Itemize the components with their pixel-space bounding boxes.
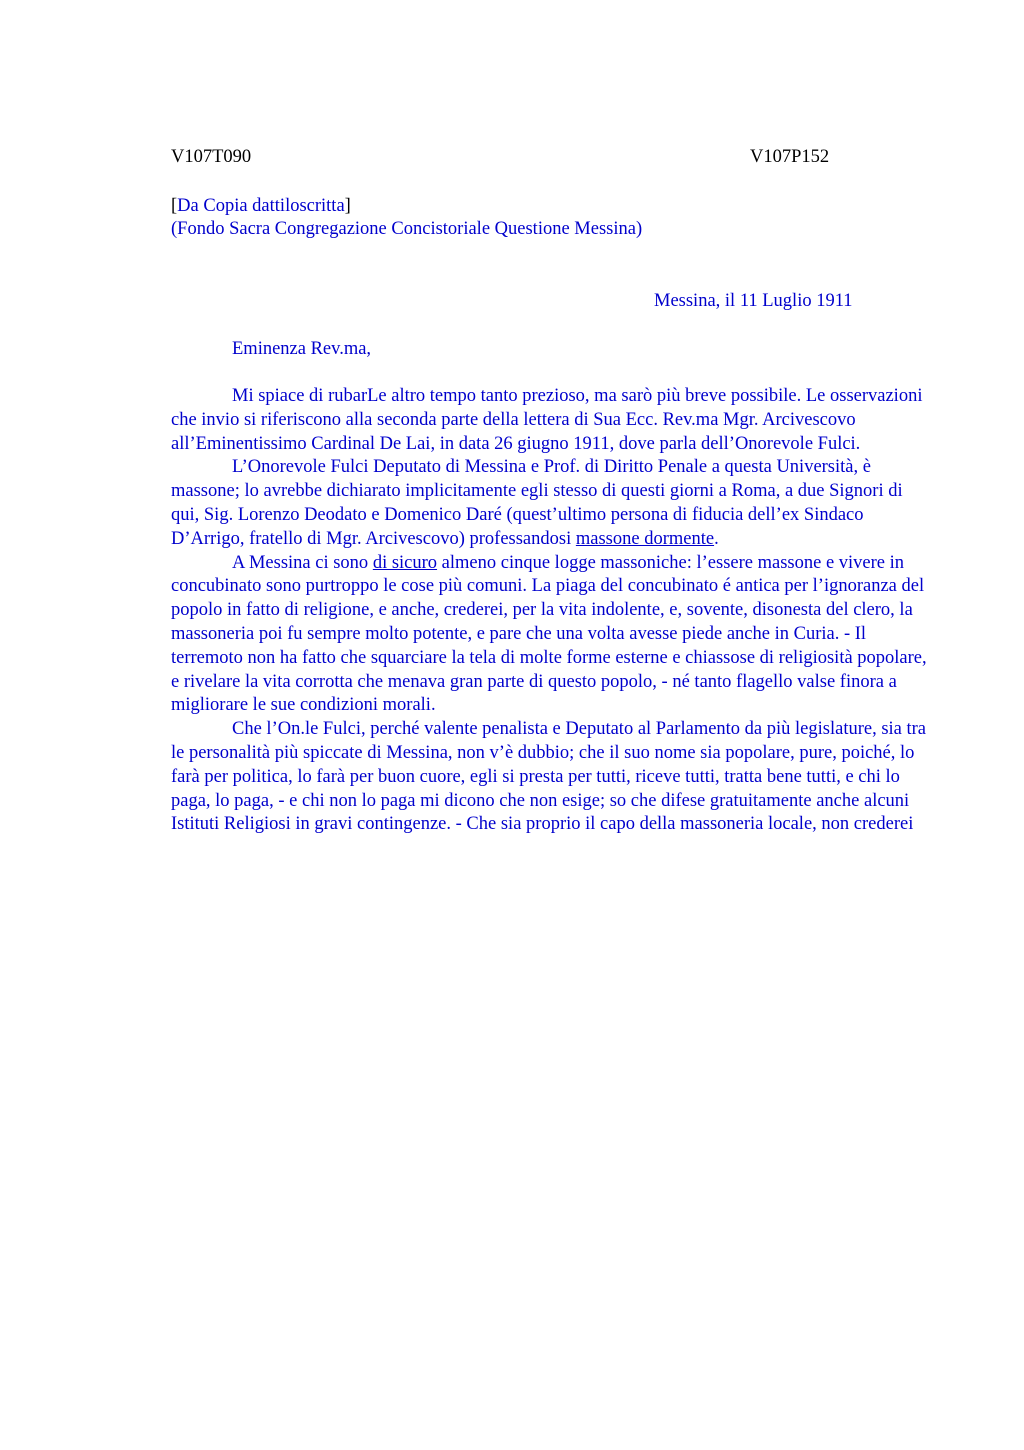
- header-right-code: V107P152: [750, 147, 830, 167]
- paragraph-2-underlined: massone dormente: [575, 528, 715, 549]
- source-bracket-open: [: [171, 196, 178, 216]
- letter-salutation: Eminenza Rev.ma,: [232, 339, 372, 359]
- paragraph-2: [171, 456, 931, 551]
- header-left-code: V107T090: [171, 147, 252, 167]
- source-line: [171, 196, 351, 217]
- source-bracket-close: ]: [344, 196, 351, 216]
- paragraph-1: Mi spiace di rubarLe altro tempo tanto prezioso, ma sarò più breve possibile. Le osservazioni che invio si riferiscono alla seconda parte della lettera di Sua Ecc. Rev.ma Mgr. Arcivescovo all’Eminentissimo Cardinal De Lai, in data 26 giugno 1911, dove parla dell’Onorevole Fulci.: [171, 386, 923, 454]
- source-label: Da Copia dattiloscritta: [177, 196, 345, 216]
- paragraph-3-start: A Messina ci sono: [232, 552, 373, 573]
- paragraph-4: Che l’On.le Fulci, perché valente penalista e Deputato al Parlamento da più legislature, sia tra le personalità più spiccate di Messina, non v’è dubbio; che il suo nome sia popolare, pure, poiché, lo farà per politica, lo farà per buon cuore, egli si presta per tutti, riceve tutti, tratta bene tutti, e chi lo paga, lo paga, - e chi non lo paga mi dicono che non esige; so che difese gratuitamente anche alcuni Istituti Religiosi in gravi contingenze. - Che sia proprio il capo della massoneria locale, non crederei: [171, 719, 927, 835]
- paragraph-2-end: .: [714, 528, 719, 549]
- letter-date: Messina, il 11 Luglio 1911: [654, 291, 853, 311]
- paragraph-3: [171, 552, 931, 719]
- paragraph-3-text: almeno cinque logge massoniche: l’essere massone e vivere in concubinato sono purtroppo le cose più comuni. La piaga del concubinato é antica per l’ignoranza del popolo in fatto di religione, e anche, crederei, per la vita indolente, e, sovente, disonesta del clero, la massoneria poi fu sempre molto potente, e pare che una volta avesse piede anche in Curia. - Il terremoto non ha fatto che squarciare la tela di molte forme esterne e chiassose di religiosità popolare, e rivelare la vita corrotta che menava gran parte di questo popolo, - né tanto flagello valse finora a migliorare le sue condizioni morali.: [171, 552, 927, 716]
- source-fondo: (Fondo Sacra Congregazione Concistoriale Questione Messina): [171, 219, 643, 239]
- paragraph-2-text: L’Onorevole Fulci Deputato di Messina e Prof. di Diritto Penale a questa Università, è massone; lo avrebbe dichiarato implicitamente egli stesso di questi giorni a Roma, a due Signori di qui, Sig. Lorenzo Deodato e Domenico Daré (quest’ultimo persona di fiducia dell’ex Sindaco D’Arrigo, fratello di Mgr. Arcivescovo) professandosi: [171, 457, 903, 549]
- letter-body: [171, 385, 931, 837]
- paragraph-3-underlined: di sicuro: [372, 552, 438, 573]
